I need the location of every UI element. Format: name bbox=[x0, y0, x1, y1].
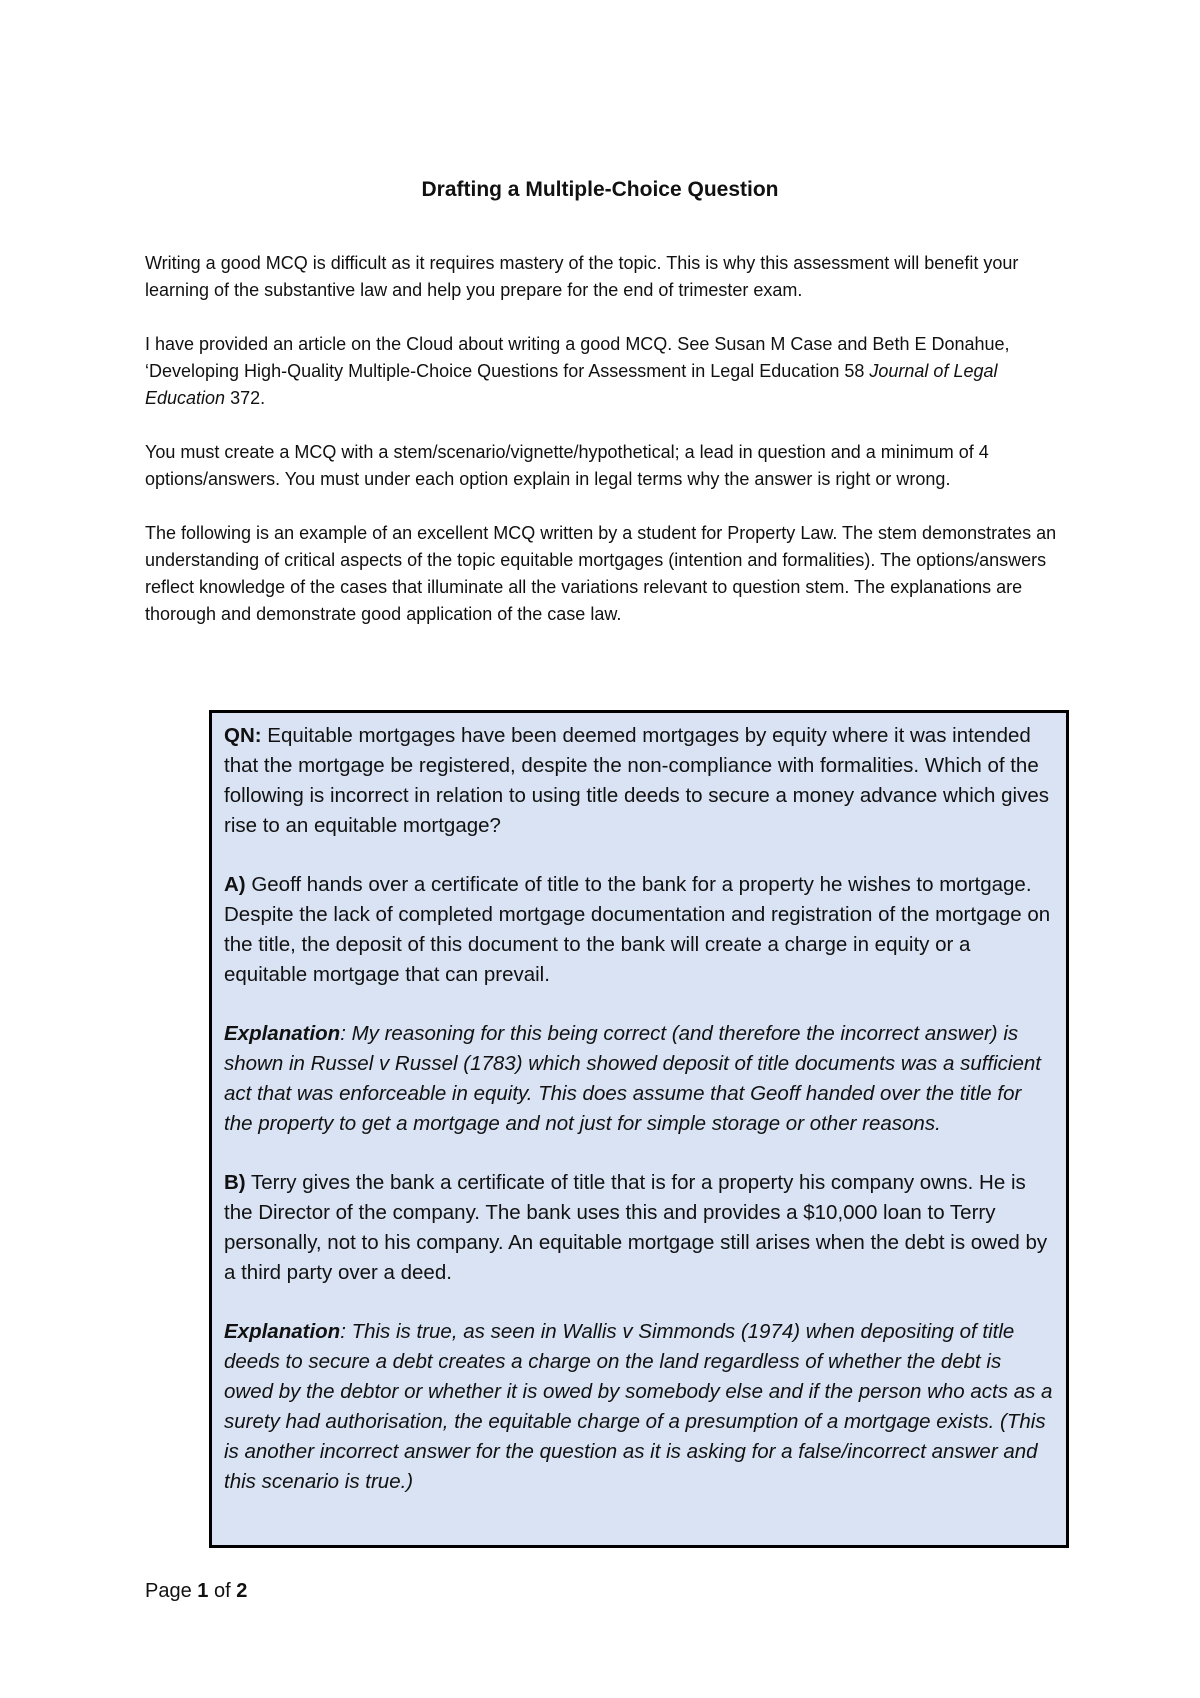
citation-text-before: I have provided an article on the Cloud about writing a good MCQ. See Susan M Case and Beth E Donahue, ‘Developing High-Quality Multiple-Choice Questions for Assessment in Legal Education 58 bbox=[145, 334, 1010, 381]
intro-paragraph-3: You must create a MCQ with a stem/scenario/vignette/hypothetical; a lead in question and a minimum of 4 options/answers. You must under each option explain in legal terms why the answer is right or wrong. bbox=[145, 442, 989, 489]
option-a-label: A) bbox=[224, 873, 246, 896]
option-b bbox=[224, 1168, 1054, 1288]
intro-paragraph-4: The following is an example of an excellent MCQ written by a student for Property Law. The stem demonstrates an understanding of critical aspects of the topic equitable mortgages (intention and formalities). The options/answers reflect knowledge of the cases that illuminate all the variations relevant to question stem. The explanations are thorough and demonstrate good application of the case law. bbox=[145, 523, 1057, 624]
document-title: Drafting a Multiple-Choice Question bbox=[421, 178, 779, 201]
explanation-a bbox=[224, 1019, 1054, 1139]
question-label: QN: bbox=[224, 724, 262, 747]
intro-section bbox=[145, 250, 1070, 655]
explanation-b-text: : This is true, as seen in Wallis v Simmonds (1974) when depositing of title deeds to secure a debt creates a charge on the land regardless of whether the debt is owed by the debtor or whether it is owed by somebody else and if the person who acts as a surety had authorisation, the equitable charge of a presumption of a mortgage exists. (This is another incorrect answer for the question as it is asking for a false/incorrect answer and this scenario is true.) bbox=[224, 1320, 1053, 1493]
option-a bbox=[224, 870, 1054, 990]
journal-name: Journal of Legal Education bbox=[145, 361, 998, 408]
option-a-text: Geoff hands over a certificate of title to the bank for a property he wishes to mortgage. Despite the lack of completed mortgage documentation and registration of the mortgage on the title, the deposit of this document to the bank will create a charge in equity or a equitable mortgage that can prevail. bbox=[224, 873, 1051, 986]
explanation-a-text: : My reasoning for this being correct (and therefore the incorrect answer) is shown in Russel v Russel (1783) which showed deposit of title documents was a sufficient act that was enforceable in equity. This does assume that Geoff handed over the title for the property to get a mortgage and not just for simple storage or other reasons. bbox=[224, 1022, 1041, 1135]
intro-paragraph-2 bbox=[145, 331, 1070, 412]
page-word: Page bbox=[145, 1580, 198, 1602]
explanation-a-label: Explanation bbox=[224, 1022, 341, 1045]
question-stem bbox=[224, 721, 1054, 841]
intro-paragraph-1: Writing a good MCQ is difficult as it requires mastery of the topic. This is why this assessment will benefit your learning of the substantive law and help you prepare for the end of trimester exam. bbox=[145, 253, 1019, 300]
example-mcq-box bbox=[209, 710, 1069, 1548]
page-total: 2 bbox=[236, 1580, 248, 1602]
explanation-b-label: Explanation bbox=[224, 1320, 341, 1343]
citation-text-after: 372. bbox=[225, 388, 266, 408]
question-text: Equitable mortgages have been deemed mortgages by equity where it was intended that the mortgage be registered, despite the non-compliance with formalities. Which of the following is incorrect in relation to using title deeds to secure a money advance which gives rise to an equitable mortgage? bbox=[224, 724, 1049, 837]
page-number: 1 bbox=[197, 1580, 209, 1602]
option-b-text: Terry gives the bank a certificate of title that is for a property his company owns. He is the Director of the company. The bank uses this and provides a $10,000 loan to Terry personally, not to his company. An equitable mortgage still arises when the debt is owed by a third party over a deed. bbox=[224, 1171, 1048, 1284]
page-footer bbox=[145, 1580, 247, 1603]
of-word: of bbox=[208, 1580, 237, 1602]
explanation-b bbox=[224, 1317, 1054, 1497]
option-b-label: B) bbox=[224, 1171, 246, 1194]
